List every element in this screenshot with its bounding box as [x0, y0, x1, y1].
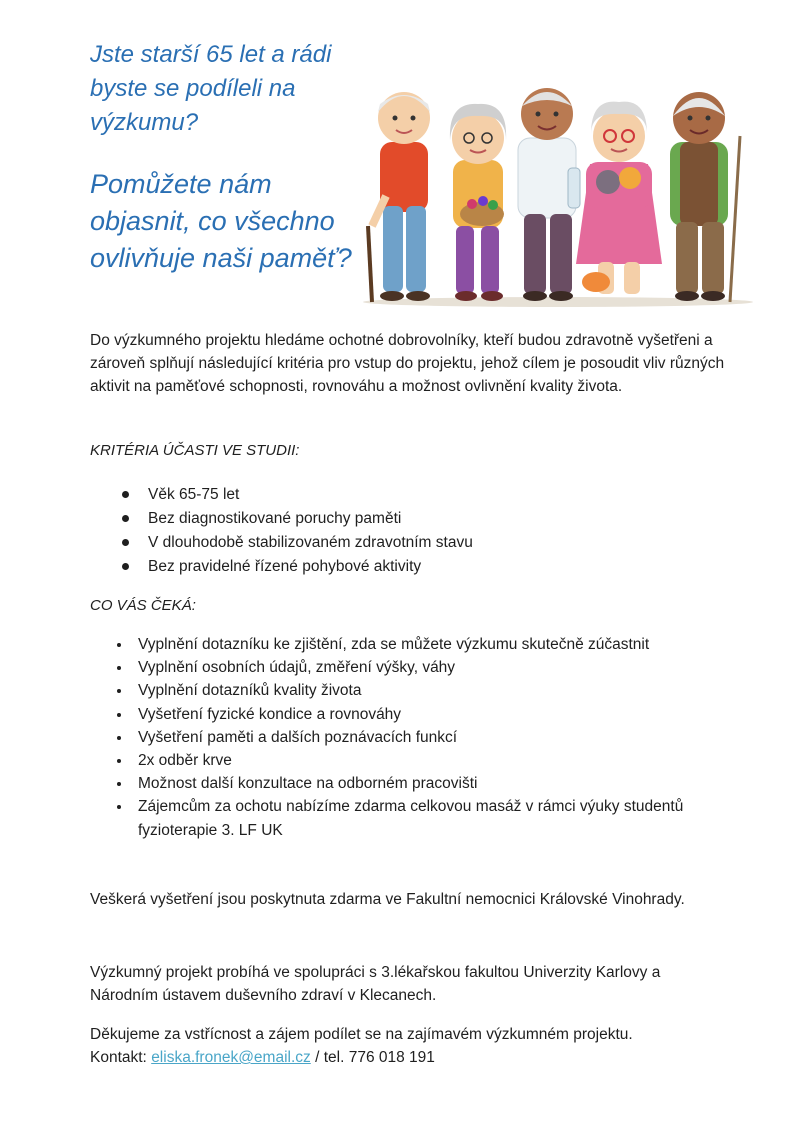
intro-paragraph: Do výzkumného projektu hledáme ochotné dobrovolníky, kteří budou zdravotně vyšetřeni a zároveň splňují následující kritéria pro vstup do projektu, jehož cílem je posoudit vliv různých aktivit na paměťové schopnosti, rovnováhu a možnost ovlivnění kvality života. [90, 332, 725, 395]
expect-list [90, 633, 690, 842]
list-item: V dlouhodobě stabilizovaném zdravotním stavu [90, 531, 690, 555]
list-item: Vyplnění osobních údajů, změření výšky, váhy [90, 656, 690, 679]
list-item: Vyplnění dotazníků kvality života [90, 679, 690, 702]
elderly-group-illustration-icon [358, 76, 758, 308]
list-item: Zájemcům za ochotu nabízíme zdarma celkovou masáž v rámci výuky studentů fyzioterapie 3. LF UK [90, 795, 690, 841]
headline-memory-question: Pomůžete nám objasnit, co všechno ovlivňuje naši paměť? [90, 169, 352, 273]
list-item: Vyplnění dotazníku ke zjištění, zda se můžete výzkumu skutečně zúčastnit [90, 633, 690, 656]
contact-email-link[interactable]: eliska.fronek@email.cz [151, 1049, 311, 1066]
list-item: Bez pravidelné řízené pohybové aktivity [90, 555, 690, 579]
criteria-list [90, 483, 690, 579]
contact-line [90, 1046, 730, 1069]
expect-title: CO VÁS ČEKÁ: [90, 597, 196, 614]
list-item: Vyšetření fyzické kondice a rovnováhy [90, 703, 690, 726]
cooperation-paragraph: Výzkumný projekt probíhá ve spolupráci s 3.lékařskou fakultou Univerzity Karlovy a Národním ústavem duševního zdraví v Klecanech. [90, 964, 661, 1004]
list-item: Vyšetření paměti a dalších poznávacích funkcí [90, 726, 690, 749]
contact-phone: / tel. 776 018 191 [315, 1049, 435, 1066]
contact-label: Kontakt: [90, 1049, 147, 1066]
headline-question: Jste starší 65 let a rádi byste se podíleli na výzkumu? [90, 41, 332, 136]
list-item: Věk 65-75 let [90, 483, 690, 507]
list-item: 2x odběr krve [90, 749, 690, 772]
list-item: Možnost další konzultace na odborném pracovišti [90, 772, 690, 795]
thanks-paragraph: Děkujeme za vstřícnost a zájem podílet se na zajímavém výzkumném projektu. [90, 1026, 633, 1043]
criteria-title: KRITÉRIA ÚČASTI VE STUDII: [90, 442, 300, 459]
free-exams-paragraph: Veškerá vyšetření jsou poskytnuta zdarma ve Fakultní nemocnici Královské Vinohrady. [90, 891, 685, 908]
list-item: Bez diagnostikované poruchy paměti [90, 507, 690, 531]
